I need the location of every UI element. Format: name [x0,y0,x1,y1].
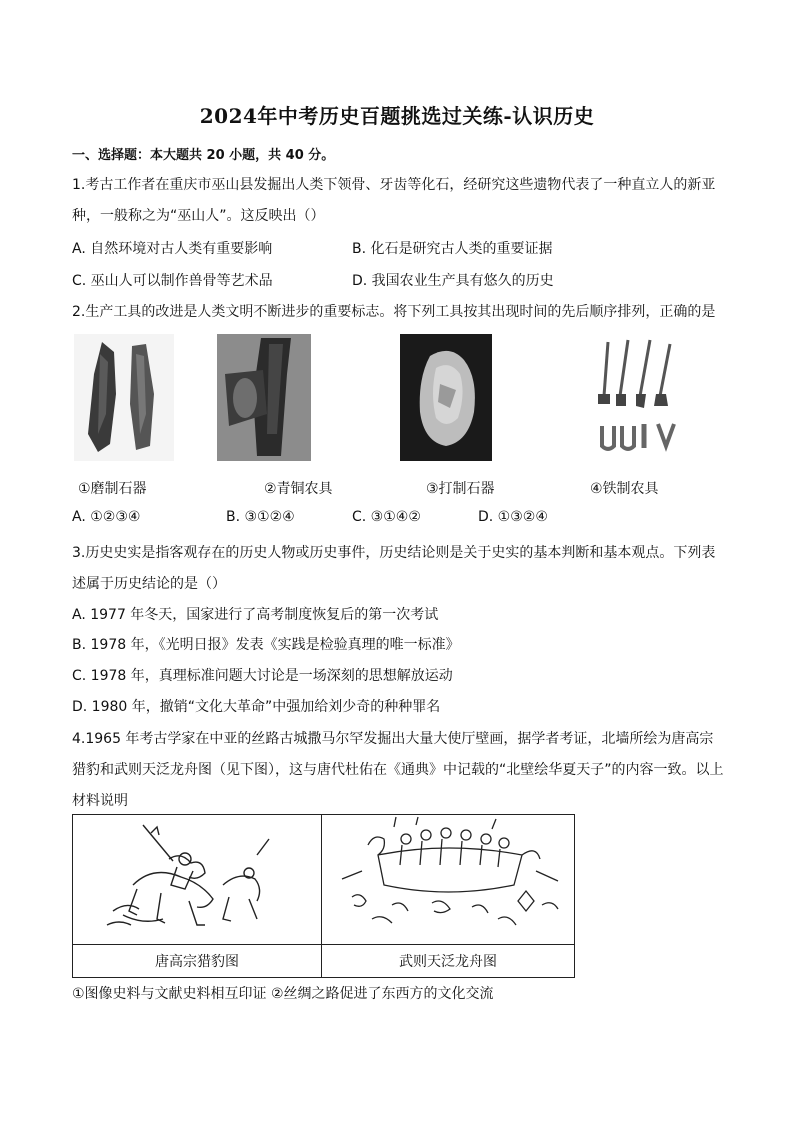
dragon-boat-mural-image [322,815,574,940]
question-4-stem: 4.1965 年考古学家在中亚的丝路古城撒马尔罕发掘出大量大使厅壁画，据学者考证，北墙所绘为唐高宗猎豹和武则天泛龙舟图（见下图），这与唐代杜佑在《通典》中记载的“北壁绘华夏天子”的内容一致。以上材料说明 [72,731,724,809]
question-4-statements: ①图像史料与文献史料相互印证 ②丝绸之路促进了东西方的文化交流 [72,986,494,1002]
tool-caption-1: ①磨制石器 [78,481,147,497]
question-1-option-a[interactable]: A. 自然环境对古人类有重要影响 [72,241,273,257]
section-heading: 一、选择题：本大题共 20 小题，共 40 分。 [72,148,335,163]
mural-caption-left: 唐高宗猎豹图 [73,945,322,978]
question-1-option-b[interactable]: B. 化石是研究古人类的重要证据 [352,241,553,257]
question-3-option-c[interactable]: C. 1978 年，真理标准问题大讨论是一场深刻的思想解放运动 [72,668,453,684]
question-1-option-c[interactable]: C. 巫山人可以制作兽骨等艺术品 [72,273,273,289]
mural-table [72,814,575,978]
tool-caption-3: ③打制石器 [426,481,495,497]
question-2-option-b[interactable]: B. ③①②④ [226,509,295,525]
polished-stone-tool-image [74,334,174,461]
mural-caption-right: 武则天泛龙舟图 [322,945,575,978]
mural-dragon-boat-cell [322,815,575,945]
iron-farm-tool-image [592,334,684,461]
page-title: 2024年中考历史百题挑选过关练-认识历史 [199,104,595,128]
question-2-option-a[interactable]: A. ①②③④ [72,509,141,525]
question-2-stem: 2.生产工具的改进是人类文明不断进步的重要标志。将下列工具按其出现时间的先后顺序排列，正确的是 [72,304,716,320]
question-2-option-d[interactable]: D. ①③②④ [478,509,548,525]
question-2-option-c[interactable]: C. ③①④② [352,509,421,525]
bronze-farm-tool-image [217,334,311,461]
question-1-option-d[interactable]: D. 我国农业生产具有悠久的历史 [352,273,554,289]
tool-caption-2: ②青铜农具 [264,481,333,497]
question-1-stem: 1.考古工作者在重庆市巫山县发掘出人类下领骨、牙齿等化石，经研究这些遗物代表了一种直立人的新亚种，一般称之为“巫山人”。这反映出（） [72,177,716,224]
hunting-leopard-mural-image [73,815,321,940]
question-3-stem: 3.历史史实是指客观存在的历史人物或历史事件，历史结论则是关于史实的基本判断和基本观点。下列表述属于历史结论的是（） [72,545,716,592]
question-3-option-a[interactable]: A. 1977 年冬天，国家进行了高考制度恢复后的第一次考试 [72,607,439,623]
tool-caption-4: ④铁制农具 [590,481,659,497]
chipped-stone-tool-image [400,334,492,461]
mural-hunting-cell [73,815,322,945]
question-3-option-d[interactable]: D. 1980 年，撤销“文化大革命”中强加给刘少奇的种种罪名 [72,699,441,715]
question-3-option-b[interactable]: B. 1978 年，《光明日报》发表《实践是检验真理的唯一标准》 [72,637,460,653]
